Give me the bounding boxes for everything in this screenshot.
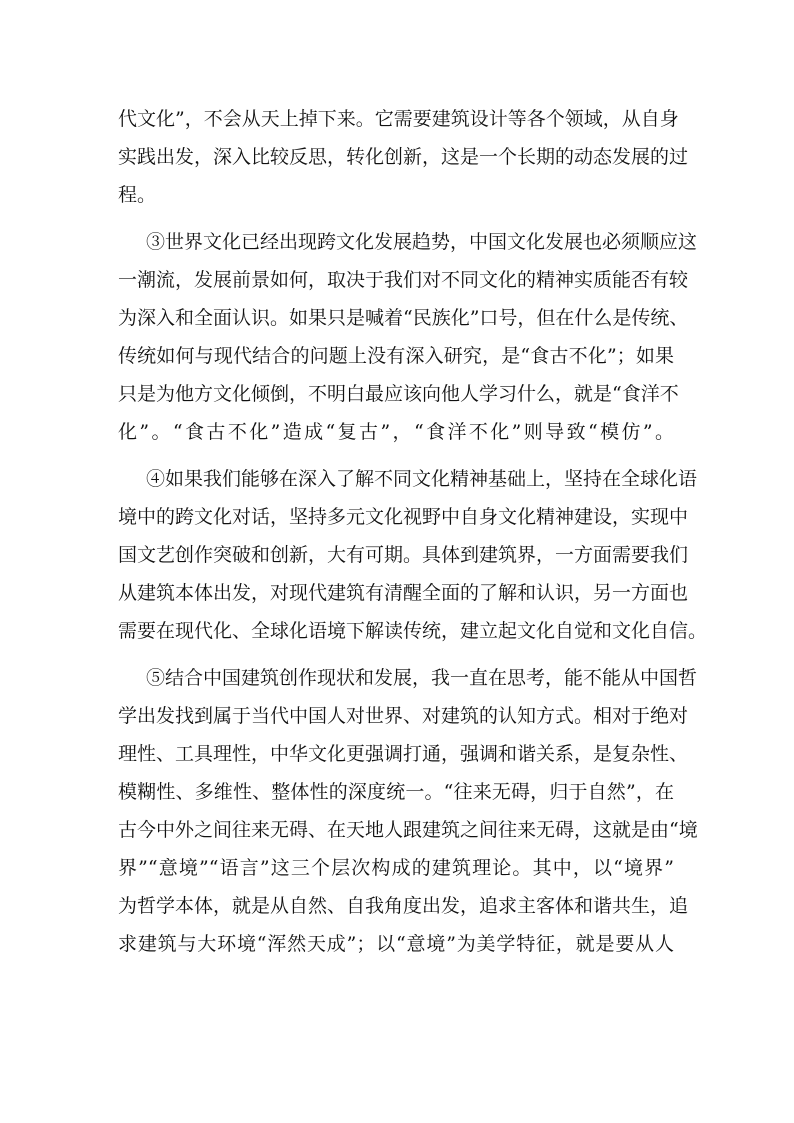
text-line: 为哲学本体，就是从自然、自我角度出发，追求主客体和谐共生，追 — [118, 895, 689, 917]
text-line: 境中的跨文化对话，坚持多元文化视野中自身文化精神建设，实现中 — [118, 506, 689, 528]
text-line: 界”“意境”“语言”这三个层次构成的建筑理论。其中，以“境界” — [118, 857, 674, 879]
text-line: 传统如何与现代结合的问题上没有深入研究，是“食古不化”；如果 — [118, 345, 674, 367]
text-line: 理性、工具理性，中华文化更强调打通，强调和谐关系，是复杂性、 — [118, 743, 689, 765]
text-line: 从建筑本体出发，对现代建筑有清醒全面的了解和认识，另一方面也 — [118, 582, 689, 604]
text-line: 学出发找到属于当代中国人对世界、对建筑的认知方式。相对于绝对 — [118, 705, 689, 727]
text-line: 国文艺创作突破和创新，大有可期。具体到建筑界，一方面需要我们 — [118, 544, 689, 566]
text-line: 化”。“食古不化”造成“复古”，“食洋不化”则导致“模仿”。 — [118, 421, 674, 443]
text-line: ⑤结合中国建筑创作现状和发展，我一直在思考，能不能从中国哲 — [146, 667, 698, 689]
text-line: 代文化”，不会从天上掉下来。它需要建筑设计等各个领域，从自身 — [118, 108, 679, 130]
text-line: 一潮流，发展前景如何，取决于我们对不同文化的精神实质能否有较 — [118, 269, 689, 291]
text-line: 为深入和全面认识。如果只是喊着“民族化”口号，但在什么是传统、 — [118, 307, 689, 329]
text-line: 需要在现代化、全球化语境下解读传统，建立起文化自觉和文化自信。 — [118, 620, 708, 642]
text-line: 模糊性、多维性、整体性的深度统一。“往来无碍，归于自然”，在 — [118, 781, 674, 803]
text-line: 求建筑与大环境“浑然天成”；以“意境”为美学特征，就是要从人 — [118, 933, 674, 955]
text-line: 程。 — [118, 184, 157, 206]
text-line: ④如果我们能够在深入了解不同文化精神基础上，坚持在全球化语 — [146, 468, 698, 490]
text-line: 只是为他方文化倾倒，不明白最应该向他人学习什么，就是“食洋不 — [118, 383, 679, 405]
text-line: ③世界文化已经出现跨文化发展趋势，中国文化发展也必须顺应这 — [146, 231, 698, 253]
text-line: 实践出发，深入比较反思，转化创新，这是一个长期的动态发展的过 — [118, 146, 689, 168]
text-line: 古今中外之间往来无碍、在天地人跟建筑之间往来无碍，这就是由“境 — [118, 819, 698, 841]
